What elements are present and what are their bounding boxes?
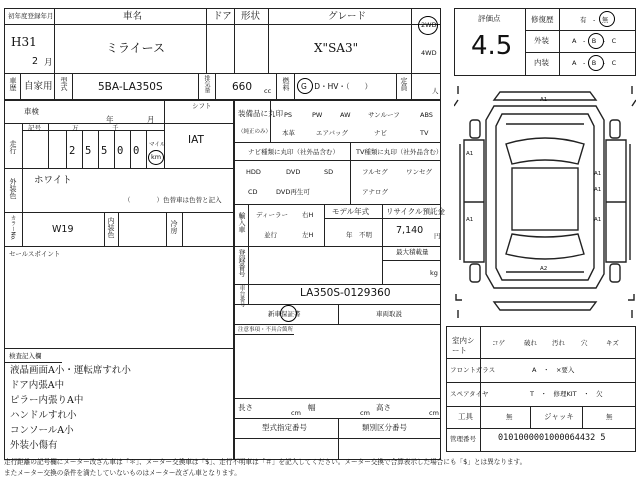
score-value: 4.5 [471, 31, 513, 61]
caution-label: 注意事項・不具合箇所 [238, 327, 294, 333]
tv-full: フルセグ [362, 168, 388, 176]
import-label: 輸入車 [238, 212, 246, 233]
mileage-digit-3: 5 [101, 145, 108, 157]
car-damage-diagram [454, 84, 636, 320]
interior-label: 内装 [534, 58, 549, 67]
shift-value: IAT [188, 134, 204, 146]
seat-tear: 破れ [524, 339, 537, 347]
max-load-unit: kg [430, 269, 438, 277]
seat-label: 室内シート [452, 336, 475, 355]
footnote-1: 走行距離の記号欄にメーター改ざん車は「＊」、メーター交換車は「$」、走行不明車は「＃」を記入してください。メーター交換で合算表示した場合にも「$」とは異なります。 [4, 458, 527, 466]
nav-dvd: DVD [286, 168, 301, 176]
equipment-sub-label: （純正のみ） [238, 129, 272, 135]
mileage-digit-5: 0 [133, 145, 140, 157]
displacement-label: 排気量 [203, 75, 210, 93]
equip-airbag: エアバッグ [316, 129, 348, 137]
model: 5BA-LA350S [98, 81, 163, 93]
repair-none-circle [599, 11, 615, 27]
col-10k: 万 [72, 124, 79, 132]
glass-label: フロントガラス [450, 366, 496, 374]
jack-value: 無 [606, 413, 613, 421]
seat-burn: コゲ [492, 339, 505, 347]
shape-label: 形状 [241, 11, 261, 22]
interior-b-circle [588, 55, 604, 71]
import-parallel: 並行 [264, 231, 277, 239]
tools-label: 工具 [458, 412, 473, 421]
km-label: km [151, 153, 162, 161]
width-label: 幅 [308, 403, 316, 412]
import-right: 右H [302, 211, 314, 219]
inspector-note-5: コンソールA小 [10, 425, 74, 436]
category-number-label: 類別区分番号 [362, 423, 407, 432]
equip-ps: PS [284, 111, 293, 119]
grade-label: グレード [328, 11, 367, 22]
length-label: 長さ [238, 403, 253, 412]
glass-options: A ・ ×要入 [532, 366, 575, 374]
mile-label: マイル [149, 142, 166, 148]
spare-label: スペアタイヤ [450, 390, 489, 398]
fuel-label: 燃料 [282, 77, 290, 91]
color-value: ホワイト [34, 175, 72, 186]
equip-aw: AW [340, 111, 351, 119]
equip-abs: ABS [420, 111, 433, 119]
nav-cd: CD [248, 188, 258, 196]
interior-color-label: 内装色 [107, 217, 115, 238]
aircon-label: 冷房 [170, 220, 178, 234]
car-name: ミライース [106, 41, 166, 55]
manual: 車両取説 [376, 310, 402, 318]
grade: X"SA3" [314, 41, 359, 55]
height-label: 高さ [376, 403, 391, 412]
tv-one: ワンセグ [406, 168, 432, 176]
col-1k: 千 [112, 124, 119, 132]
color-note: （ ）色替車は色替と記入 [124, 196, 222, 204]
recycle-unit: 円 [434, 232, 441, 240]
inspection-month: 月 [147, 115, 155, 124]
tv-analog: アナログ [362, 188, 388, 196]
reg-year: H31 [11, 35, 37, 49]
mgmt-value: 0101000001000064432 5 [498, 433, 606, 443]
equipment-label: 装備品に丸印 [238, 109, 283, 118]
capacity-label: 定員 [400, 77, 408, 91]
reg-number-label: 登録番号 [238, 249, 246, 277]
mgmt-label: 管理番号 [450, 435, 476, 443]
max-load-label: 最大積載量 [396, 248, 429, 256]
equip-leather: 本革 [282, 129, 295, 137]
tv-header: TV種類に丸印（社外品含む） [356, 148, 443, 156]
mark-a1-right-2: A1 [594, 187, 602, 193]
repair-options: 有 - 無 [580, 16, 609, 24]
mark-a1-left-2: A1 [466, 217, 474, 223]
repair-label: 修復歴 [531, 15, 554, 24]
seat-dirt: 汚れ [552, 339, 565, 347]
import-dealer: ディーラー [256, 211, 288, 219]
interior-options: A - B - C [572, 59, 617, 67]
car-history: 自家用 [24, 81, 53, 92]
score-label: 評価点 [478, 14, 501, 23]
height-unit: cm [429, 409, 439, 417]
length-unit: cm [291, 409, 301, 417]
seat-scratch: キズ [606, 339, 619, 347]
displacement: 660 [232, 81, 253, 93]
displacement-unit: cc [264, 87, 272, 95]
mileage-digit-4: 0 [117, 145, 124, 157]
jack-label: ジャッキ [544, 412, 574, 421]
new-warranty: 新車保証書 [268, 310, 301, 318]
footnote-2: またメーター交換の条件を満たしていないものはメーター改ざん車となります。 [4, 469, 241, 477]
nav-header: ナビ種類に丸印（社外品含む） [248, 148, 339, 156]
chassis-label: 車台番号 [238, 285, 245, 307]
exterior-label: 外装 [534, 36, 549, 45]
inspector-label: 検査記入欄 [9, 352, 42, 360]
inspector-note-1: 液晶画面A小・運転席すれ小 [10, 365, 131, 376]
fuel-options: G D・HV・（ ） [301, 82, 373, 91]
mileage-side-label: 走行 [9, 140, 17, 154]
seat-hole: 穴 [581, 339, 588, 347]
color-no-value: W19 [52, 224, 74, 235]
reg-month: 2 [32, 56, 39, 67]
color-side-label: 外装色 [9, 178, 17, 199]
reg-month-unit: 月 [44, 58, 53, 68]
shift-label: シフト [192, 102, 212, 110]
spare-options: T ・ 修理KIT ・ 欠 [530, 390, 603, 398]
car-name-label: 車名 [123, 11, 143, 22]
equip-sunroof: サンルーフ [368, 111, 400, 119]
drive-4wd: 4WD [421, 49, 437, 57]
recycle-label: リサイクル預託金 [386, 207, 445, 216]
type-number-label: 型式指定番号 [262, 423, 307, 432]
sell-point-label: セールスポイント [9, 250, 61, 258]
recycle-value: 7,140 [396, 225, 424, 236]
mark-a1-left: A1 [466, 151, 474, 157]
import-left: 左H [302, 231, 314, 239]
mark-a1-right-3: A1 [594, 217, 602, 223]
exterior-b-circle [588, 33, 604, 49]
first-reg-label: 初年度登録年月 [8, 12, 54, 20]
car-history-label: 車歴 [9, 77, 17, 91]
inspector-note-4: ハンドルすれ小 [10, 410, 77, 421]
equip-tv: TV [420, 129, 429, 137]
tools-value: 無 [506, 413, 513, 421]
drive-2wd: 2WD [421, 21, 437, 29]
inspection-label: 車検 [24, 107, 39, 116]
mileage-digit-2: 5 [85, 145, 92, 157]
color-no-label: カラーNo. [9, 215, 16, 241]
door-label: ドア [213, 11, 232, 22]
record-label: 記号 [28, 124, 41, 132]
equip-nav: ナビ [374, 129, 387, 137]
mark-a1-right: A1 [594, 171, 602, 177]
nav-dvd-play: DVD再生可 [276, 188, 310, 196]
inspector-note-2: ドア内張A中 [10, 380, 65, 391]
mileage-digit-1: 2 [69, 145, 76, 157]
model-year-label: モデル年式 [332, 207, 370, 216]
nav-hdd: HDD [246, 168, 261, 176]
inspector-note-3: ピラー内張りA中 [10, 395, 84, 406]
model-year-value: 年 不明 [346, 231, 372, 239]
nav-sd: SD [324, 168, 334, 176]
exterior-options: A - B - C [572, 37, 617, 45]
inspection-year: 年 [106, 115, 114, 124]
capacity-unit: 人 [432, 87, 439, 95]
model-label: 型式 [60, 77, 68, 91]
equip-pw: PW [312, 111, 323, 119]
width-unit: cm [360, 409, 370, 417]
chassis-value: LA350S-0129360 [300, 287, 391, 299]
mark-a1-front: A1 [540, 97, 548, 103]
mark-a2-rear: A2 [540, 266, 548, 272]
inspector-note-6: 外装小傷有 [10, 440, 58, 451]
